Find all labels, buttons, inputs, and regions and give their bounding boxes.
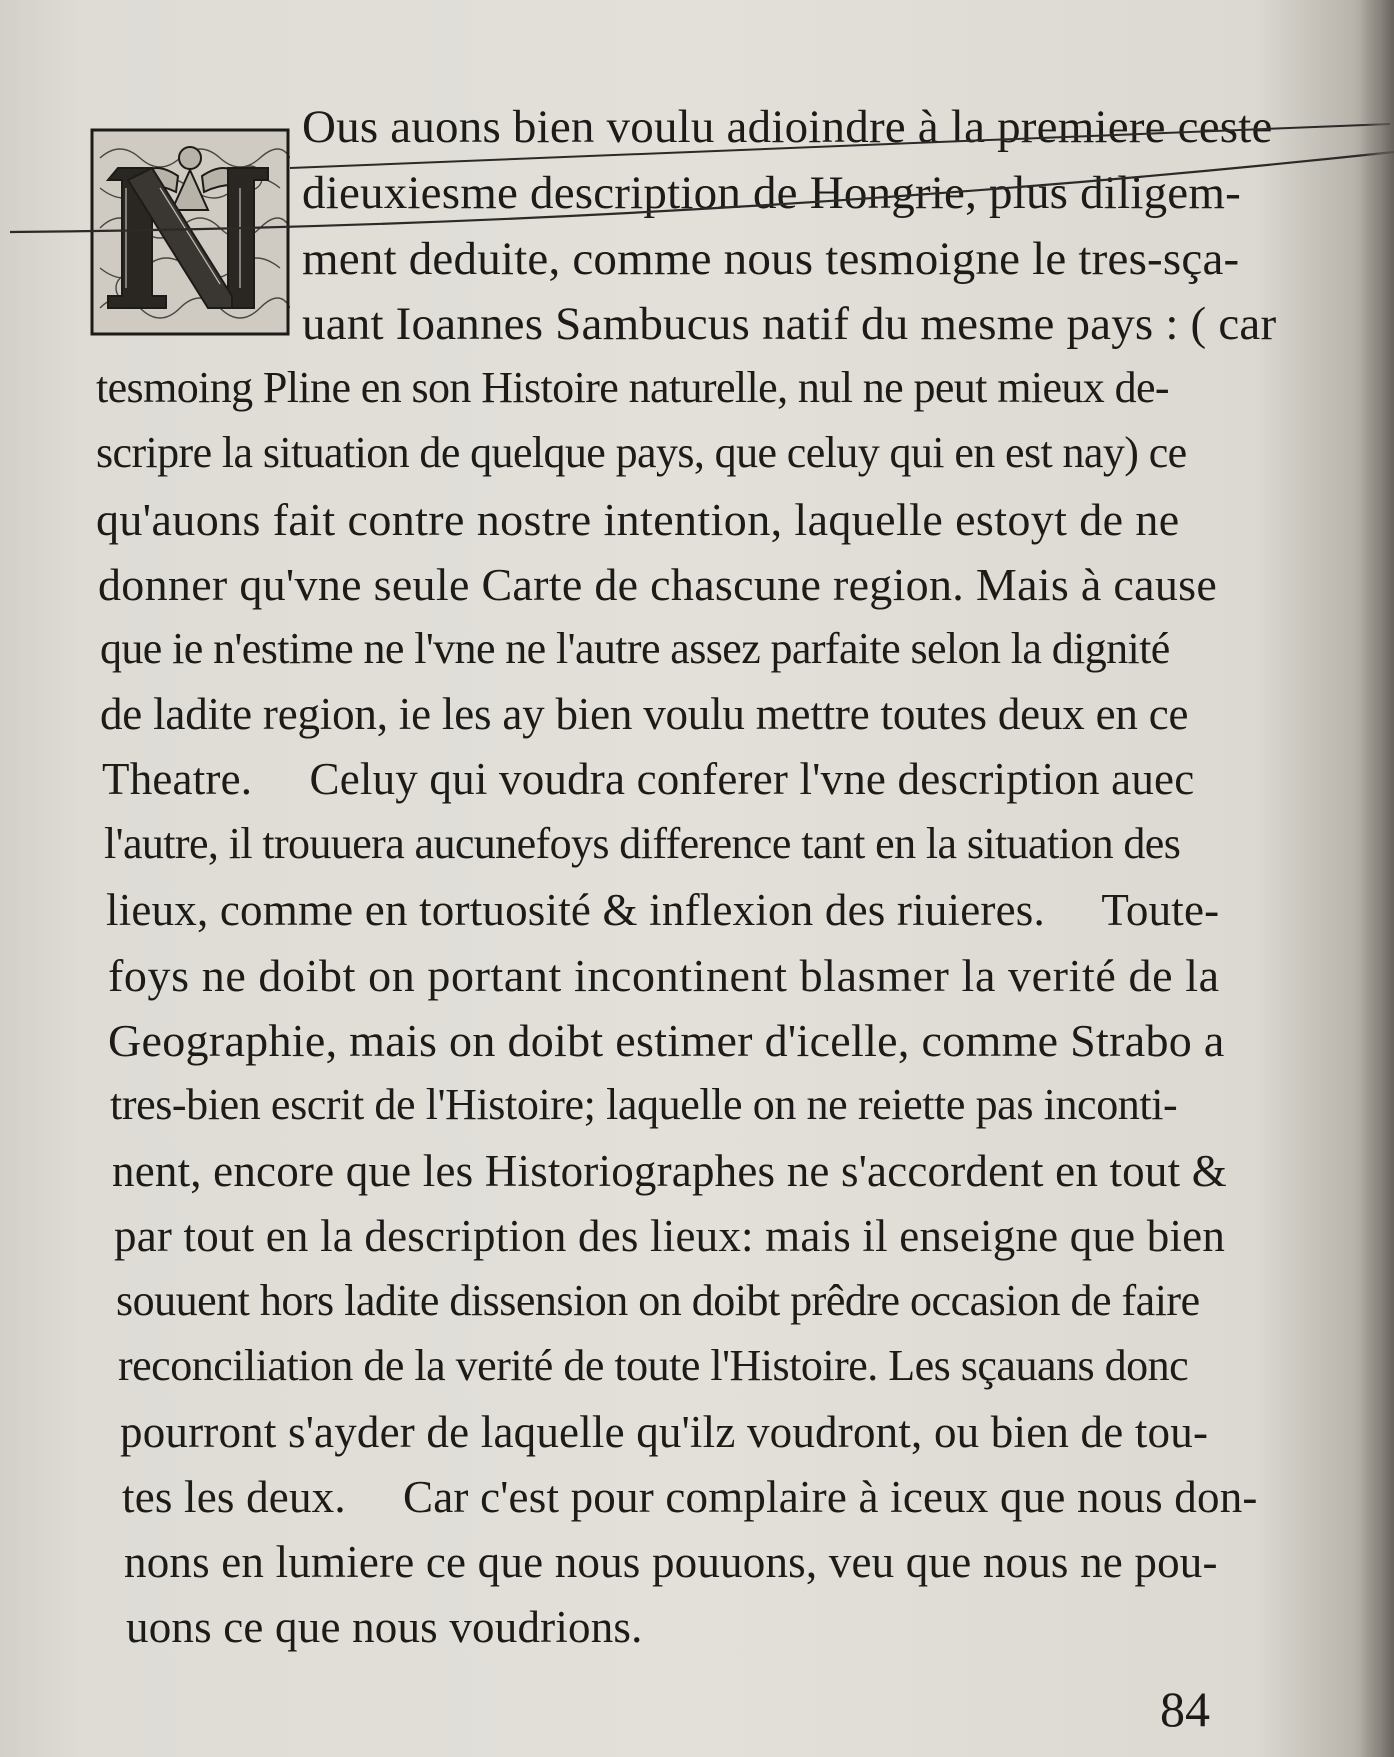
text-line-23: nons en lumiere ce que nous pouuons, veu que nous ne pou-	[124, 1537, 1218, 1587]
text-line-13: lieux, comme en tortuosité & inflexion des riuieres. Toute-	[106, 885, 1220, 935]
text-line-8: donner qu'vne seule Carte de chascune region. Mais à cause	[98, 559, 1218, 610]
text-line-6: scripre la situation de quelque pays, que celuy qui en est nay) ce	[96, 428, 1187, 477]
page-number: 84	[1160, 1681, 1210, 1737]
text-line-10: de ladite region, ie les ay bien voulu mettre toutes deux en ce	[100, 689, 1189, 739]
text-line-20: reconciliation de la verité de toute l'Histoire. Les sçauans donc	[118, 1341, 1189, 1390]
decorated-initial-n	[90, 128, 290, 336]
text-line-15: Geographie, mais on doibt estimer d'icelle, comme Strabo a	[108, 1015, 1225, 1066]
text-line-17: nent, encore que les Historiographes ne s'accordent en tout &	[112, 1146, 1227, 1196]
text-line-19: souuent hors ladite dissension on doibt prêdre occasion de faire	[116, 1276, 1200, 1325]
text-line-16: tres-bien escrit de l'Histoire; laquelle on ne reiette pas inconti-	[110, 1080, 1178, 1129]
text-line-4: uant Ioannes Sambucus natif du mesme pays : ( car	[302, 298, 1277, 350]
page-gutter-shadow	[1360, 0, 1394, 1757]
text-line-3: ment deduite, comme nous tesmoigne le tres-sça-	[302, 233, 1240, 285]
text-line-7: qu'auons fait contre nostre intention, laquelle estoyt de ne	[96, 494, 1180, 545]
text-line-21: pourront s'ayder de laquelle qu'ilz voudront, ou bien de tou-	[120, 1407, 1209, 1457]
text-line-14: foys ne doibt on portant incontinent blasmer la verité de la	[108, 950, 1220, 1001]
text-line-5: tesmoing Pline en son Histoire naturelle, nul ne peut mieux de-	[96, 363, 1169, 412]
text-line-1: Ous auons bien voulu adioindre à la premiere ceste	[302, 101, 1273, 153]
text-line-12: l'autre, il trouuera aucunefoys difference tant en la situation des	[104, 819, 1181, 868]
text-line-22: tes les deux. Car c'est pour complaire à iceux que nous don-	[122, 1472, 1258, 1522]
text-line-18: par tout en la description des lieux: mais il enseigne que bien	[114, 1211, 1226, 1261]
text-line-24: uons ce que nous voudrions.	[126, 1602, 643, 1652]
text-line-2: dieuxiesme description de Hongrie, plus diligem-	[302, 167, 1241, 219]
text-line-9: que ie n'estime ne l'vne ne l'autre assez parfaite selon la dignité	[100, 624, 1170, 673]
text-line-11: Theatre. Celuy qui voudra conferer l'vne description auec	[102, 754, 1195, 804]
